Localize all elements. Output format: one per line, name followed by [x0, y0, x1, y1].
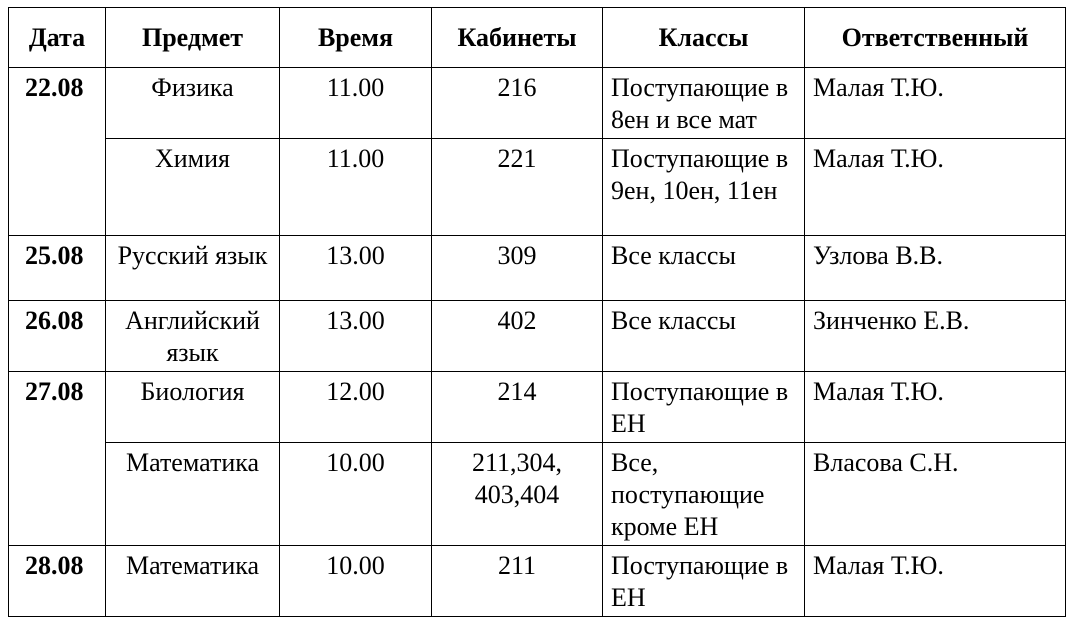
- header-row: [9, 8, 1066, 68]
- time-cell: 11.00: [280, 139, 432, 236]
- rooms-cell: 309: [432, 236, 603, 301]
- time-cell: 10.00: [280, 546, 432, 617]
- rooms-cell: 221: [432, 139, 603, 236]
- subject-cell: Математика: [106, 443, 280, 546]
- time-cell: 10.00: [280, 443, 432, 546]
- responsible-cell: Малая Т.Ю.: [805, 546, 1066, 617]
- header-responsible: Ответственный: [805, 8, 1066, 68]
- date-cell: 22.08: [9, 68, 106, 236]
- time-cell: 13.00: [280, 236, 432, 301]
- date-cell: 25.08: [9, 236, 106, 301]
- table-row: [9, 236, 1066, 301]
- classes-cell: Все классы: [603, 236, 805, 301]
- subject-cell: Химия: [106, 139, 280, 236]
- time-cell: 13.00: [280, 301, 432, 372]
- header-date: Дата: [9, 8, 106, 68]
- classes-cell: Все, поступающие кроме ЕН: [603, 443, 805, 546]
- time-cell: 11.00: [280, 68, 432, 139]
- classes-cell: Поступающие в 8ен и все мат: [603, 68, 805, 139]
- subject-cell: Биология: [106, 372, 280, 443]
- table-row: [9, 68, 1066, 139]
- table-row: [9, 443, 1066, 546]
- date-cell: 27.08: [9, 372, 106, 546]
- responsible-cell: Малая Т.Ю.: [805, 68, 1066, 139]
- time-cell: 12.00: [280, 372, 432, 443]
- header-subject: Предмет: [106, 8, 280, 68]
- header-time: Время: [280, 8, 432, 68]
- classes-cell: Поступающие в 9ен, 10ен, 11ен: [603, 139, 805, 236]
- rooms-cell: 214: [432, 372, 603, 443]
- responsible-cell: Власова С.Н.: [805, 443, 1066, 546]
- table-row: [9, 372, 1066, 443]
- responsible-cell: Малая Т.Ю.: [805, 139, 1066, 236]
- table-row: [9, 301, 1066, 372]
- table-body: [9, 68, 1066, 617]
- header-rooms: Кабинеты: [432, 8, 603, 68]
- table-row: [9, 546, 1066, 617]
- date-cell: 28.08: [9, 546, 106, 617]
- date-cell: 26.08: [9, 301, 106, 372]
- rooms-cell: 402: [432, 301, 603, 372]
- rooms-cell: 216: [432, 68, 603, 139]
- table-row: [9, 139, 1066, 236]
- classes-cell: Поступающие в ЕН: [603, 546, 805, 617]
- subject-cell: Английский язык: [106, 301, 280, 372]
- responsible-cell: Зинченко Е.В.: [805, 301, 1066, 372]
- classes-cell: Поступающие в ЕН: [603, 372, 805, 443]
- classes-cell: Все классы: [603, 301, 805, 372]
- responsible-cell: Малая Т.Ю.: [805, 372, 1066, 443]
- subject-cell: Физика: [106, 68, 280, 139]
- subject-cell: Русский язык: [106, 236, 280, 301]
- responsible-cell: Узлова В.В.: [805, 236, 1066, 301]
- rooms-cell: 211: [432, 546, 603, 617]
- rooms-cell: 211,304, 403,404: [432, 443, 603, 546]
- subject-cell: Математика: [106, 546, 280, 617]
- table-header: [9, 8, 1066, 68]
- schedule-table: [8, 7, 1066, 617]
- header-classes: Классы: [603, 8, 805, 68]
